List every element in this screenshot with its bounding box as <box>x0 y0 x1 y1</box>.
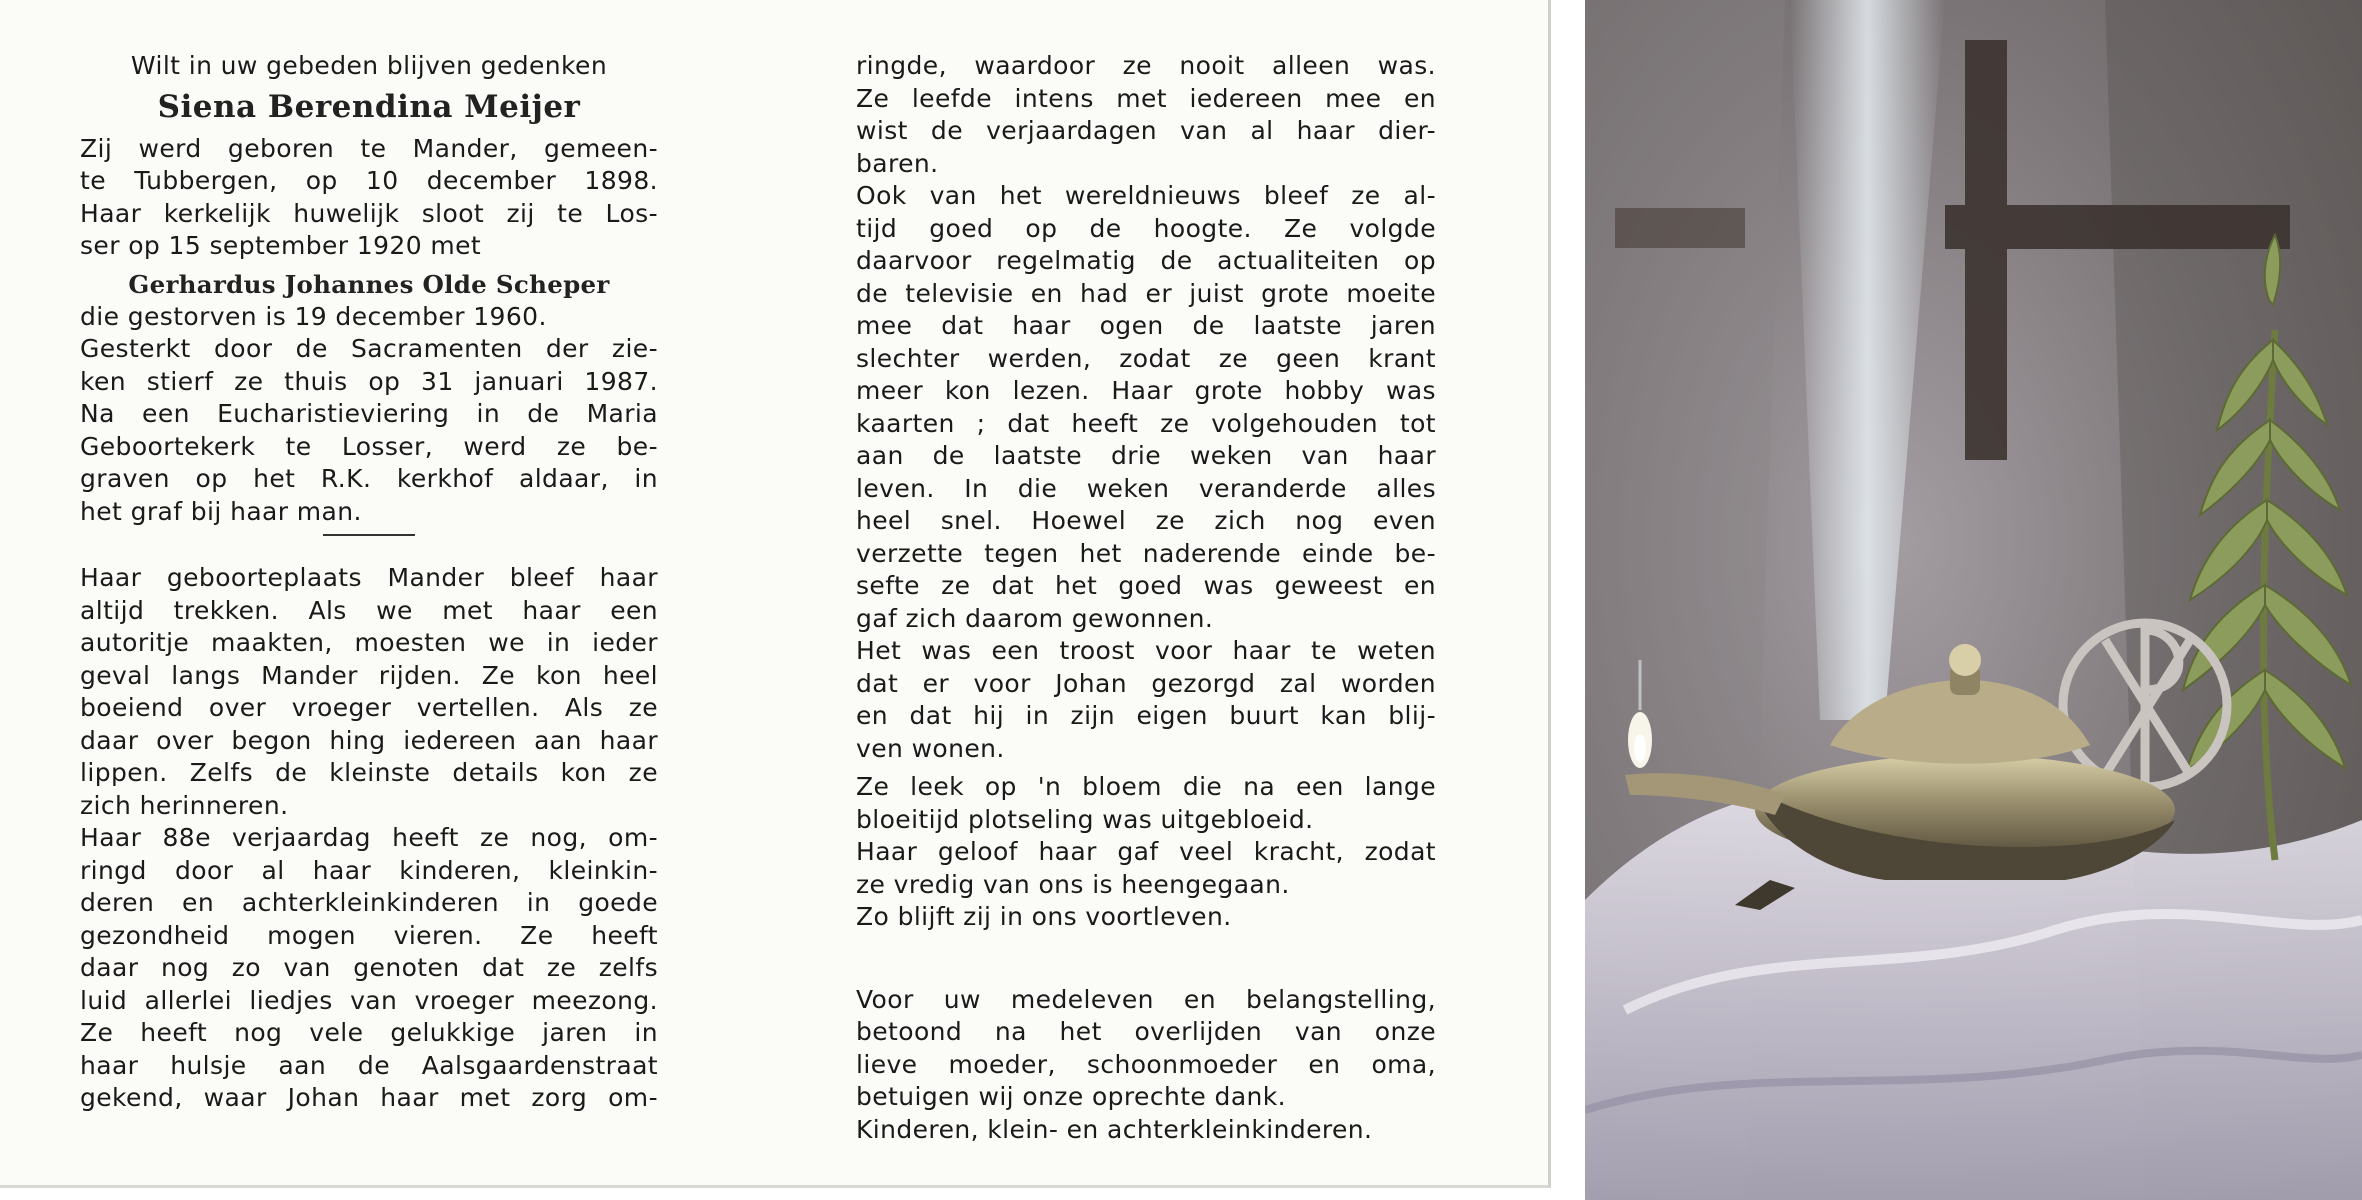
text-line: Zij werd geboren te Mander, gemeen- <box>80 133 658 163</box>
text-line: gezondheid mogen vieren. Ze heeft <box>80 920 658 950</box>
text-line: tijd goed op de hoogte. Ze volgde <box>856 213 1436 243</box>
text-line: ken stierf ze thuis op 31 januari 1987. <box>80 366 658 396</box>
left-column <box>80 50 658 1121</box>
text-line: deren en achterkleinkinderen in goede <box>80 888 658 917</box>
text-line: kaarten ; dat heeft ze volgehouden tot <box>856 408 1436 438</box>
text-line: baren. <box>856 148 939 178</box>
text-line: mee dat haar ogen de laatste jaren <box>856 311 1436 340</box>
text-line: ringd door al haar kinderen, kleinkin- <box>80 855 658 885</box>
text-line: autoritje maakten, moesten we in ieder <box>80 628 658 657</box>
divider-rule <box>323 534 415 536</box>
text-line: aan de laatste drie weken van haar <box>856 441 1436 470</box>
text-line: geval langs Mander rijden. Ze kon heel <box>80 660 658 690</box>
text-line: zich herinneren. <box>80 790 289 820</box>
text-line: sefte ze dat het goed was geweest en <box>856 571 1436 600</box>
text-line: ringde, waardoor ze nooit alleen was. <box>856 51 1436 80</box>
deceased-name: Siena Berendina Meijer <box>157 88 581 125</box>
text-line: Geboortekerk te Losser, werd ze be- <box>80 431 658 461</box>
text-line: daarvoor regelmatig de actualiteiten op <box>856 246 1436 275</box>
text-line: gaf zich daarom gewonnen. <box>856 603 1214 633</box>
text-line: Kinderen, klein- en achterkleinkinderen. <box>856 1114 1373 1144</box>
memorial-illustration <box>1585 0 2362 1200</box>
text-line: ser op 15 september 1920 met <box>80 231 482 260</box>
text-line: betoond na het overlijden van onze <box>856 1017 1436 1046</box>
text-line: Na een Eucharistieviering in de Maria <box>80 399 658 428</box>
text-line: en dat hij in zijn eigen buurt kan blij- <box>856 701 1436 730</box>
text-line: leven. In die weken veranderde alles <box>856 473 1436 503</box>
text-line: graven op het R.K. kerkhof aldaar, in <box>80 464 658 493</box>
text-line: dat er voor Johan gezorgd zal worden <box>856 668 1436 698</box>
text-line: Voor uw medeleven en belangstelling, <box>856 984 1436 1014</box>
text-line: ven wonen. <box>856 733 1005 763</box>
text-line: wist de verjaardagen van al haar dier- <box>856 116 1436 145</box>
text-line: ze vredig van ons is heengegaan. <box>856 869 1290 899</box>
text-line: Ze leek op 'n bloem die na een lange <box>856 772 1436 801</box>
bio-paragraph <box>80 133 658 263</box>
text-line: Ze heeft nog vele gelukkige jaren in <box>80 1018 658 1047</box>
story-paragraph <box>80 562 658 1115</box>
text-line: heel snel. Hoewel ze zich nog even <box>856 506 1436 535</box>
text-line: haar hulsje aan de Aalsgaardenstraat <box>80 1050 658 1080</box>
text-line: Haar kerkelijk huwelijk sloot zij te Los- <box>80 198 658 228</box>
text-line: lippen. Zelfs de kleinste details kon ze <box>80 758 658 787</box>
text-line: meer kon lezen. Haar grote hobby was <box>856 376 1436 405</box>
text-line: luid allerlei liedjes van vroeger meezong. <box>80 985 658 1015</box>
intro-line: Wilt in uw gebeden blijven gedenken <box>130 51 608 80</box>
text-line: te Tubbergen, op 10 december 1898. <box>80 166 658 195</box>
text-line: bloeitijd plotseling was uitgebloeid. <box>856 804 1314 834</box>
death-paragraph <box>80 301 658 529</box>
text-line: verzette tegen het naderende einde be- <box>856 538 1436 568</box>
text-line: gekend, waar Johan haar met zorg om- <box>80 1083 658 1112</box>
text-line: Zo blijft zij in ons voortleven. <box>856 902 1232 931</box>
text-line: boeiend over vroeger vertellen. Als ze <box>80 693 658 722</box>
text-line: Haar 88e verjaardag heeft ze nog, om- <box>80 823 658 852</box>
text-line: Haar geboorteplaats Mander bleef haar <box>80 563 658 592</box>
text-line: betuigen wij onze oprechte dank. <box>856 1082 1287 1111</box>
story-continued-paragraph <box>856 50 1436 765</box>
text-line: die gestorven is 19 december 1960. <box>80 301 547 331</box>
spouse-name: Gerhardus Johannes Olde Scheper <box>128 269 610 299</box>
text-line: de televisie en had er juist grote moeite <box>856 278 1436 308</box>
text-line: altijd trekken. Als we met haar een <box>80 595 658 625</box>
text-line: Ze leefde intens met iedereen mee en <box>856 83 1436 113</box>
thanks-paragraph <box>856 984 1436 1147</box>
right-column <box>856 50 1436 1152</box>
text-line: slechter werden, zodat ze geen krant <box>856 343 1436 373</box>
closing-paragraph <box>856 771 1436 934</box>
text-line: Ook van het wereldnieuws bleef ze al- <box>856 181 1436 210</box>
text-line: Gesterkt door de Sacramenten der zie- <box>80 334 658 363</box>
text-line: daar nog zo van genoten dat ze zelfs <box>80 953 658 982</box>
text-line: Het was een troost voor haar te weten <box>856 636 1436 665</box>
text-line: Haar geloof haar gaf veel kracht, zodat <box>856 837 1436 866</box>
text-line: het graf bij haar man. <box>80 496 362 526</box>
text-line: daar over begon hing iedereen aan haar <box>80 725 658 755</box>
text-line: lieve moeder, schoonmoeder en oma, <box>856 1049 1436 1079</box>
